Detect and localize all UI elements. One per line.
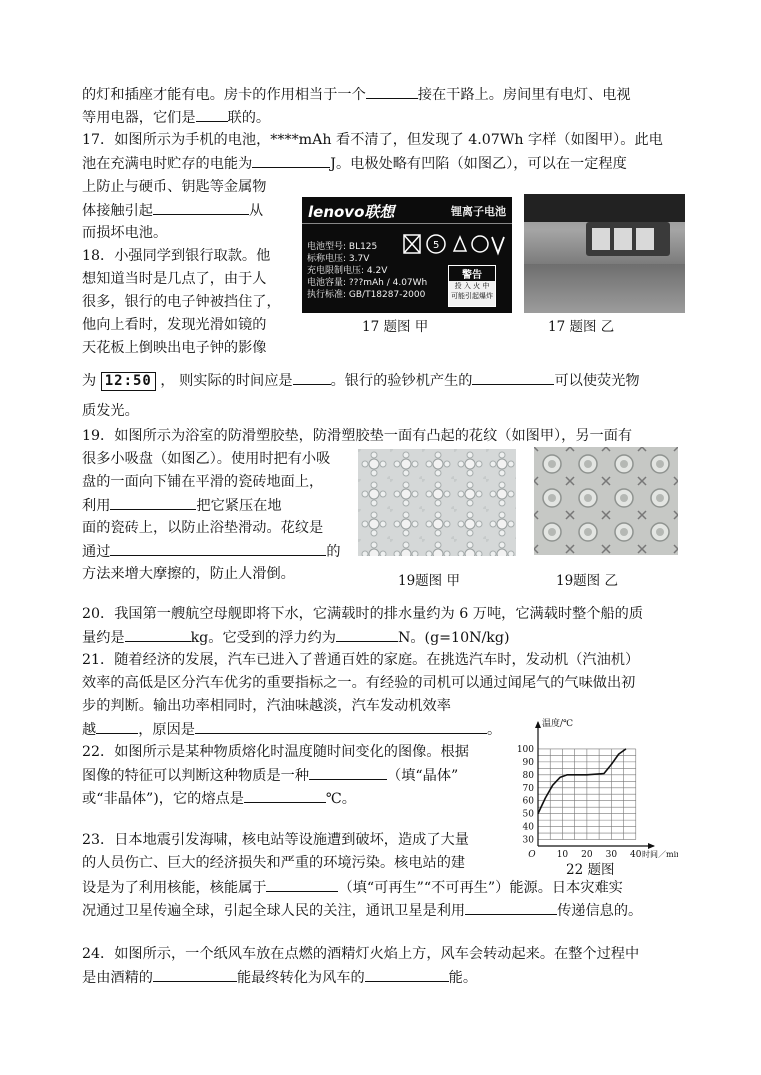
text-line [82, 788, 356, 809]
question-19 [82, 426, 632, 446]
answer-blank[interactable] [196, 107, 228, 122]
warning-text: 可能引起爆炸 [451, 292, 493, 300]
text: 19．如图所示为浴室的防滑塑胶垫，防滑塑胶垫一面有凸起的花纹（如图甲），另一面有 [82, 428, 633, 444]
answer-blank[interactable] [244, 788, 326, 803]
text-line [82, 627, 510, 648]
text: 传递信息的。 [557, 903, 643, 919]
question-17 [82, 130, 663, 150]
x-tick-label: 30 [605, 850, 618, 860]
text: 质发光。 [82, 403, 139, 419]
text-line [82, 853, 465, 873]
text: N。(g=10N/kg) [397, 630, 510, 646]
answer-blank[interactable] [153, 967, 237, 982]
text-line [82, 900, 642, 921]
answer-blank[interactable] [293, 370, 331, 385]
text-line [82, 696, 451, 716]
text-line [82, 765, 458, 786]
text: 能最终转化为风车的 [236, 970, 365, 986]
brand-logo: lenovo联想 [308, 203, 395, 221]
battery-type: 锂离子电池 [451, 205, 506, 218]
recycle-symbols-icon [400, 231, 508, 257]
text: 利用 [82, 498, 111, 514]
text: 的人员伤亡、巨大的经济损失和严重的环境污染。核电站的建 [82, 855, 466, 871]
spec-model: 电池型号: BL125 [307, 242, 378, 252]
question-22 [82, 742, 469, 762]
text-line [82, 472, 323, 492]
text: 步的判断。输出功率相同时，汽油味越淡，汽车发动机效率 [82, 698, 451, 714]
question-21 [82, 650, 639, 670]
y-tick-label: 40 [522, 822, 534, 833]
text: 池在充满电时贮存的电能为 [82, 156, 253, 172]
x-tick-label: 10 [556, 850, 569, 860]
text: 是由酒精的 [82, 970, 153, 986]
text: 等用电器，它们是 [82, 110, 196, 126]
text: J。电极处略有凹陷（如图乙），可以在一定程度 [330, 156, 627, 172]
melting-chart-svg [508, 700, 678, 860]
svg-text:5: 5 [433, 240, 440, 251]
text: 接在干路上。房间里有电灯、电视 [417, 87, 631, 103]
bath-mat-suction-cups-photo [534, 447, 678, 555]
text: 盘的一面向下铺在平滑的瓷砖地面上， [82, 474, 324, 490]
text: 能。 [448, 970, 478, 986]
answer-blank[interactable] [110, 495, 196, 510]
question-20 [82, 604, 643, 624]
answer-blank[interactable] [266, 877, 338, 892]
text-line [82, 673, 635, 693]
battery-label-photo [302, 197, 512, 313]
text: 很多，银行的电子钟被挡住了， [82, 294, 281, 310]
text: 21．随着经济的发展，汽车已进入了普通百姓的家庭。在挑选汽车时，发动机（汽油机） [82, 652, 640, 668]
text: 况通过卫星传遍全球，引起全球人民的关注，通讯卫星是利用 [82, 903, 466, 919]
answer-blank[interactable] [96, 719, 138, 734]
text: （填“可再生”“不可再生”）能源。日本灾难实 [338, 880, 623, 896]
text: 18．小强同学到银行取款。他 [82, 248, 271, 264]
text: 22．如图所示是某种物质熔化时温度随时间变化的图像。根据 [82, 744, 469, 760]
y-axis-arrow-icon [535, 721, 541, 728]
text: ， 则实际的时间应是 [160, 373, 293, 389]
text: 的 [326, 544, 341, 560]
y-tick-label: 100 [516, 744, 534, 755]
text: 为 [82, 373, 97, 389]
answer-blank[interactable] [153, 200, 249, 215]
x-tick-label: 20 [581, 850, 593, 860]
text-line [82, 877, 623, 898]
text: 体接触引起 [82, 203, 153, 219]
answer-blank[interactable] [472, 370, 554, 385]
text: （填“晶体” [387, 768, 459, 784]
text: 越 [82, 722, 97, 738]
warning-box [448, 265, 496, 307]
answer-blank[interactable] [365, 967, 449, 982]
text-line [82, 370, 640, 391]
x-axis-label: 时间／min [642, 850, 678, 859]
text: 效率的高低是区分汽车优劣的重要指标之一。有经验的司机可以通过闻尾气的气味做出初 [82, 675, 636, 691]
text-line [82, 153, 627, 174]
question-24 [82, 944, 639, 964]
answer-blank[interactable] [336, 627, 398, 642]
text: 想知道当时是几点了，由于人 [82, 271, 267, 287]
y-tick-label: 70 [522, 783, 534, 794]
text: 而损坏电池。 [82, 225, 168, 241]
text: 设是为了利用核能，核能属于 [82, 880, 267, 896]
answer-blank[interactable] [252, 153, 330, 168]
text-line [82, 200, 263, 221]
text: kg。它受到的浮力约为 [190, 630, 336, 646]
text: 把它紧压在地 [196, 498, 282, 514]
text: 天花板上倒映出电子钟的影像 [82, 340, 267, 356]
text: 17．如图所示为手机的电池，****mAh 看不清了，但发现了 4.07Wh 字样（如图甲）。此电 [82, 132, 663, 148]
text: ，原因是 [138, 722, 195, 738]
text-line [82, 292, 281, 312]
melting-chart [508, 700, 678, 860]
text-line [82, 541, 341, 562]
answer-blank[interactable] [309, 765, 387, 780]
question-23 [82, 830, 469, 850]
text: 从 [248, 203, 264, 219]
text: 很多小吸盘（如图乙）。使用时把有小吸 [82, 451, 331, 467]
text-line [82, 338, 266, 358]
text: 23．日本地震引发海啸，核电站等设施遭到破坏，造成了大量 [82, 832, 469, 848]
text-line [82, 107, 270, 128]
text-line [82, 177, 266, 197]
text-line [82, 315, 266, 335]
question-18 [82, 246, 270, 266]
warning-title: 警告 [449, 266, 495, 281]
x-tick-label: 40 [630, 850, 642, 860]
text: 量约是 [82, 630, 125, 646]
text: 图像的特征可以判断这种物质是一种 [82, 768, 310, 784]
text-line [82, 401, 139, 421]
text: 。银行的验钞机产生的 [330, 373, 473, 389]
spec-charge: 充电限制电压: 4.2V [307, 266, 388, 276]
text: 他向上看时，发现光滑如镜的 [82, 317, 267, 333]
answer-blank[interactable] [110, 541, 326, 556]
spec-voltage: 标称电压: 3.7V [307, 254, 370, 264]
battery-electrode-photo [524, 194, 685, 313]
text: 面的瓷砖上，以防止浴垫滑动。花纹是 [82, 520, 324, 536]
text-line [82, 564, 295, 584]
y-tick-label: 80 [522, 770, 534, 781]
text-line [82, 719, 501, 740]
answer-blank[interactable] [465, 900, 557, 915]
y-tick-label: 50 [522, 809, 534, 820]
text: 方法来增大摩擦的，防止人滑倒。 [82, 566, 295, 582]
figure-caption: 19题图 乙 [556, 573, 618, 589]
figure-caption: 17 题图 甲 [362, 319, 429, 335]
text: 或“非晶体”)，它的熔点是 [82, 791, 244, 807]
y-tick-label: 60 [522, 796, 534, 807]
figure-caption: 22 题图 [566, 862, 615, 878]
text: 的灯和插座才能有电。房卡的作用相当于一个 [82, 87, 366, 103]
text-line [82, 84, 631, 105]
text: 可以使荧光物 [554, 373, 640, 389]
x-axis-arrow-icon [648, 843, 655, 849]
answer-blank[interactable] [125, 627, 191, 642]
answer-blank[interactable] [195, 719, 487, 734]
text: 20．我国第一艘航空母舰即将下水，它满载时的排水量约为 6 万吨，它满载时整个船的质 [82, 606, 644, 622]
text: 。 [486, 722, 502, 738]
spec-capacity: 电池容量: ???mAh / 4.07Wh [307, 278, 428, 288]
answer-blank[interactable] [366, 84, 418, 99]
text-line [82, 967, 477, 988]
digital-clock-icon: 12:50 [101, 372, 156, 391]
text: 24．如图所示，一个纸风车放在点燃的酒精灯火焰上方，风车会转动起来。在整个过程中 [82, 946, 640, 962]
text: 通过 [82, 544, 111, 560]
y-tick-label: 30 [522, 835, 534, 846]
figure-caption: 17 题图 乙 [548, 319, 615, 335]
text: 上防止与硬币、钥匙等金属物 [82, 179, 267, 195]
bath-mat-pattern-photo [358, 449, 516, 556]
text-line [82, 518, 323, 538]
y-axis-label: 温度/℃ [542, 719, 574, 729]
warning-text: 投 入 火 中 [454, 282, 490, 290]
text-line [82, 223, 167, 243]
text: ℃。 [325, 791, 356, 807]
origin-label: O [528, 850, 536, 860]
y-tick-label: 90 [522, 757, 534, 768]
text-line [82, 269, 266, 289]
text-line [82, 495, 282, 516]
text-line [82, 449, 330, 469]
text: 联的。 [227, 110, 271, 126]
spec-standard: 执行标准: GB/T18287-2000 [307, 290, 426, 300]
figure-caption: 19题图 甲 [398, 573, 460, 589]
